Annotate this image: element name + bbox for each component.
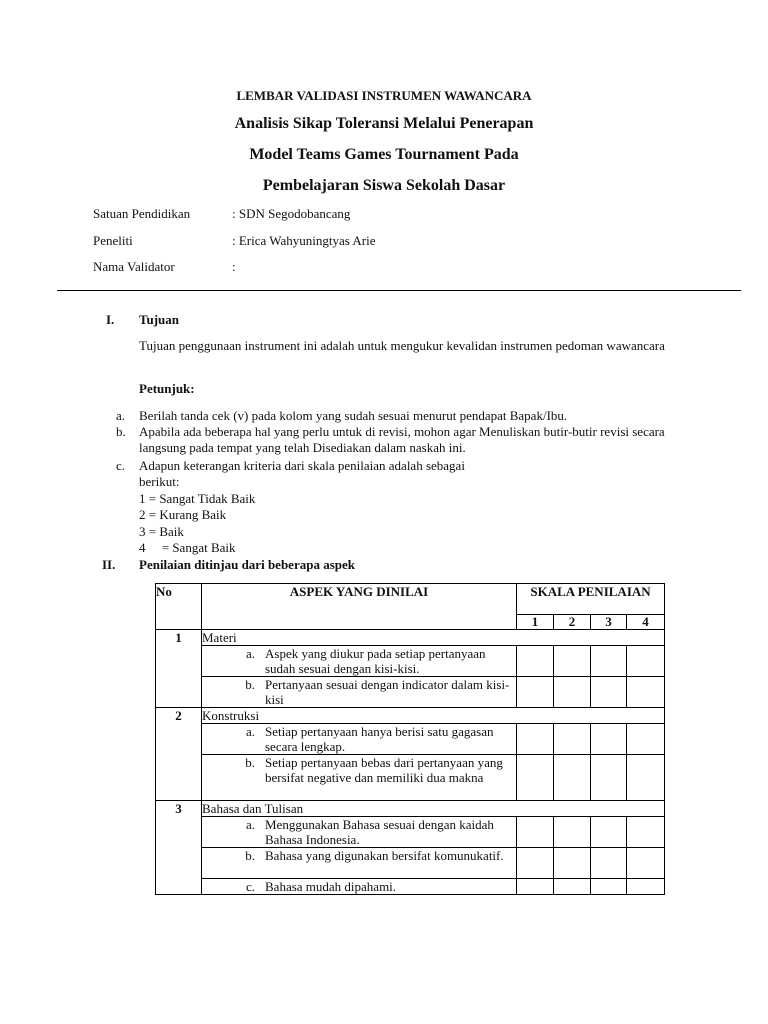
score-cell-1[interactable]: [517, 755, 554, 801]
scale-number-3: 3: [591, 615, 627, 630]
identity-value-school: : SDN Segodobancang: [232, 206, 351, 221]
petunjuk-label: Petunjuk:: [139, 381, 195, 396]
scale-line-1: 1 = Sangat Tidak Baik: [139, 491, 256, 506]
item-text: Menggunakan Bahasa sesuai dengan kaidah Bahasa Indonesia.: [265, 817, 494, 847]
score-cell-1[interactable]: [517, 848, 554, 879]
scale-line-3: 3 = Baik: [139, 524, 184, 539]
instruction-c-letter: c.: [116, 458, 126, 473]
group-3-section: Bahasa dan Tulisan: [202, 801, 665, 817]
section-1-numeral: I.: [106, 312, 115, 327]
validation-table: [155, 583, 665, 895]
subtitle-line-3: Pembelajaran Siswa Sekolah Dasar: [262, 177, 506, 194]
instruction-b-text: Apabila ada beberapa hal yang perlu untuk di revisi, mohon agar Menuliskan butir-butir revisi secara langsung pada tempat yang telah Disediakan dalam naskah ini.: [139, 424, 665, 455]
score-cell-4[interactable]: [627, 817, 665, 848]
item-text: Bahasa mudah dipahami.: [265, 879, 397, 894]
scale-number-2: 2: [554, 615, 591, 630]
item-text: Pertanyaan sesuai dengan indicator dalam kisi-kisi: [265, 677, 510, 707]
item-letter: c.: [245, 879, 255, 894]
score-cell-3[interactable]: [591, 879, 627, 895]
score-cell-1[interactable]: [517, 677, 554, 708]
score-cell-1[interactable]: [517, 879, 554, 895]
item-text: Bahasa yang digunakan bersifat komunukatif.: [265, 848, 504, 863]
score-cell-2[interactable]: [554, 646, 591, 677]
score-cell-2[interactable]: [554, 879, 591, 895]
instruction-c-text-1: Adapun keterangan kriteria dari skala penilaian adalah sebagai: [139, 458, 465, 473]
score-cell-3[interactable]: [591, 848, 627, 879]
score-cell-2[interactable]: [554, 755, 591, 801]
instruction-a-letter: a.: [116, 408, 126, 423]
score-cell-2[interactable]: [554, 817, 591, 848]
score-cell-2[interactable]: [554, 724, 591, 755]
identity-label-validator: Nama Validator: [93, 259, 175, 274]
table-row: [202, 848, 517, 879]
section-2-numeral: II.: [102, 557, 116, 572]
header-skala: SKALA PENILAIAN: [517, 584, 665, 615]
score-cell-4[interactable]: [627, 724, 665, 755]
scale-line-2: 2 = Kurang Baik: [139, 507, 227, 522]
score-cell-2[interactable]: [554, 848, 591, 879]
group-3-number: 3: [156, 801, 202, 895]
identity-label-researcher: Peneliti: [93, 233, 133, 248]
header-divider: [57, 290, 741, 291]
score-cell-3[interactable]: [591, 817, 627, 848]
item-letter: a.: [245, 817, 255, 832]
section-1-title: Tujuan: [139, 312, 179, 327]
score-cell-3[interactable]: [591, 724, 627, 755]
table-row: [202, 755, 517, 801]
score-cell-3[interactable]: [591, 677, 627, 708]
score-cell-4[interactable]: [627, 755, 665, 801]
score-cell-4[interactable]: [627, 646, 665, 677]
scale-number-4: 4: [627, 615, 665, 630]
item-letter: b.: [245, 755, 255, 770]
scale-line-4: 4 = Sangat Baik: [139, 540, 236, 555]
identity-value-validator: :: [232, 259, 236, 274]
item-letter: b.: [245, 677, 255, 692]
item-text: Setiap pertanyaan hanya berisi satu gagasan secara lengkap.: [265, 724, 494, 754]
section-2-title: Penilaian ditinjau dari beberapa aspek: [139, 557, 355, 572]
section-1-body: Tujuan penggunaan instrument ini adalah untuk mengukur kevalidan instrumen pedoman wawancara: [139, 338, 665, 353]
identity-value-researcher: : Erica Wahyuningtyas Arie: [232, 233, 376, 248]
group-2-section: Konstruksi: [202, 708, 665, 724]
score-cell-1[interactable]: [517, 724, 554, 755]
group-2-number: 2: [156, 708, 202, 801]
table-row: [202, 724, 517, 755]
table-row: [202, 879, 517, 895]
item-letter: a.: [245, 724, 255, 739]
identity-label-school: Satuan Pendidikan: [93, 206, 191, 221]
table-row: [202, 677, 517, 708]
score-cell-1[interactable]: [517, 646, 554, 677]
document-title: LEMBAR VALIDASI INSTRUMEN WAWANCARA: [236, 88, 532, 103]
score-cell-2[interactable]: [554, 677, 591, 708]
item-letter: a.: [245, 646, 255, 661]
score-cell-3[interactable]: [591, 755, 627, 801]
subtitle-line-1: Analisis Sikap Toleransi Melalui Penerapan: [234, 115, 534, 132]
instruction-b-letter: b.: [116, 424, 126, 439]
score-cell-4[interactable]: [627, 848, 665, 879]
header-aspek: ASPEK YANG DINILAI: [202, 584, 517, 630]
score-cell-4[interactable]: [627, 677, 665, 708]
score-cell-1[interactable]: [517, 817, 554, 848]
item-text: Setiap pertanyaan bebas dari pertanyaan yang bersifat negative dan memiliki dua makna: [265, 755, 503, 785]
header-no: No: [156, 584, 202, 630]
score-cell-4[interactable]: [627, 879, 665, 895]
table-row: [202, 646, 517, 677]
scale-number-1: 1: [517, 615, 554, 630]
subtitle-line-2: Model Teams Games Tournament Pada: [249, 146, 519, 163]
item-text: Aspek yang diukur pada setiap pertanyaan sudah sesuai dengan kisi-kisi.: [265, 646, 486, 676]
instruction-c-text-2: berikut:: [139, 474, 180, 489]
group-1-number: 1: [156, 630, 202, 708]
item-letter: b.: [245, 848, 255, 863]
score-cell-3[interactable]: [591, 646, 627, 677]
group-1-section: Materi: [202, 630, 665, 646]
instruction-a-text: Berilah tanda cek (v) pada kolom yang sudah sesuai menurut pendapat Bapak/Ibu.: [139, 408, 568, 423]
table-row: [202, 817, 517, 848]
